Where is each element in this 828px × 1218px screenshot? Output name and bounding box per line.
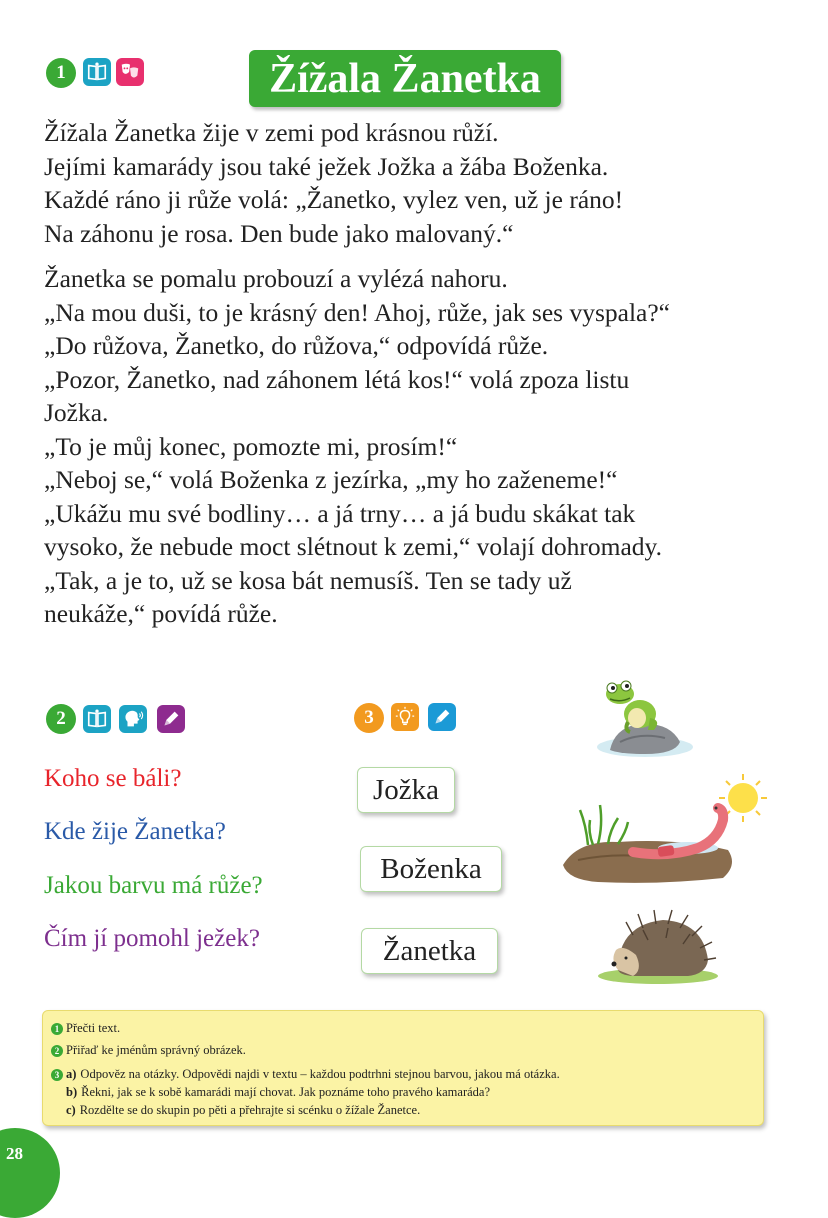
- name-card-bozenka[interactable]: Boženka: [360, 846, 502, 892]
- worm-illustration[interactable]: [558, 770, 788, 890]
- story-line: Jejími kamarády jsou také ježek Jožka a žába Boženka.: [44, 151, 609, 181]
- instruction-3c-label: c): [66, 1103, 76, 1117]
- speaking-head-icon: [119, 705, 147, 733]
- instruction-2-number: 2: [51, 1045, 63, 1057]
- story-line: Každé ráno ji růže volá: „Žanetko, vylez ven, už je ráno!: [44, 185, 624, 214]
- instruction-3c: [66, 1103, 420, 1118]
- theatre-masks-icon: [116, 58, 144, 86]
- instruction-1: [51, 1021, 120, 1036]
- question-3: Jakou barvu má růže?: [44, 872, 263, 899]
- story-line: neukáže,“ povídá růže.: [44, 599, 278, 628]
- story-line: Žanetka se pomalu probouzí a vylézá nahoru.: [44, 264, 508, 293]
- page-number-badge: [0, 1128, 60, 1218]
- instruction-2: [51, 1043, 246, 1058]
- pencil-icon: [157, 705, 185, 733]
- instructions-box: [42, 1010, 764, 1126]
- instruction-3-number: 3: [51, 1069, 63, 1081]
- story-line: „Neboj se,“ volá Boženka z jezírka, „my ho zaženeme!“: [44, 465, 618, 494]
- instruction-3a: [51, 1067, 560, 1082]
- story-line: „Na mou duši, to je krásný den! Ahoj, růže, jak ses vyspala?“: [44, 297, 670, 327]
- story-line: „Pozor, Žanetko, nad záhonem létá kos!“ volá zpoza listu: [44, 364, 630, 394]
- instruction-3b: [66, 1085, 490, 1100]
- story-line: „Ukážu mu své bodliny… a já trny… a já budu skákat tak: [44, 498, 636, 528]
- instruction-3b-text: Řekni, jak se k sobě kamarádi mají chovat. Jak poznáme toho pravého kamaráda?: [81, 1085, 491, 1099]
- lightbulb-icon: [391, 703, 419, 731]
- question-1: Koho se báli?: [44, 765, 182, 792]
- pencil-icon: [428, 703, 456, 731]
- instruction-1-number: 1: [51, 1023, 63, 1035]
- instruction-3a-label: a): [66, 1067, 77, 1081]
- story-line: Žížala Žanetka žije v zemi pod krásnou růží.: [44, 118, 499, 147]
- exercise-3-number: 3: [354, 703, 384, 733]
- exercise-2-number: 2: [46, 704, 76, 734]
- reading-book-icon: [83, 705, 111, 733]
- instruction-1-text: Přečti text.: [66, 1021, 121, 1035]
- instruction-3a-text: Odpověz na otázky. Odpovědi najdi v textu – každou podtrhni stejnou barvou, jakou má otázka.: [80, 1067, 560, 1081]
- page-number: 28: [6, 1144, 23, 1163]
- story-line: „Tak, a je to, už se kosa bát nemusíš. Ten se tady už: [44, 565, 572, 595]
- story-line: Jožka.: [44, 398, 109, 427]
- instruction-3c-text: Rozdělte se do skupin po pěti a přehrajte si scénku o žížale Žanetce.: [79, 1103, 421, 1117]
- reading-book-icon: [83, 58, 111, 86]
- name-card-zanetka[interactable]: Žanetka: [361, 928, 498, 974]
- story-line: „To je můj konec, pomozte mi, prosím!“: [44, 431, 458, 461]
- page-title: Žížala Žanetka: [249, 50, 561, 107]
- frog-illustration[interactable]: [590, 672, 700, 762]
- question-2: Kde žije Žanetka?: [44, 818, 226, 845]
- name-card-jozka[interactable]: Jožka: [357, 767, 455, 813]
- story-line: Na záhonu je rosa. Den bude jako malovaný.“: [44, 218, 514, 248]
- hedgehog-illustration[interactable]: [588, 900, 728, 990]
- question-4: Čím jí pomohl ježek?: [44, 925, 260, 952]
- story-line: vysoko, že nebude moct slétnout k zemi,“ volají dohromady.: [44, 532, 662, 561]
- instruction-3b-label: b): [66, 1085, 78, 1099]
- exercise-1-number: 1: [46, 58, 76, 88]
- instruction-2-text: Přiřaď ke jménům správný obrázek.: [66, 1043, 246, 1057]
- story-text: [44, 116, 784, 631]
- story-line: „Do růžova, Žanetko, do růžova,“ odpovídá růže.: [44, 331, 549, 360]
